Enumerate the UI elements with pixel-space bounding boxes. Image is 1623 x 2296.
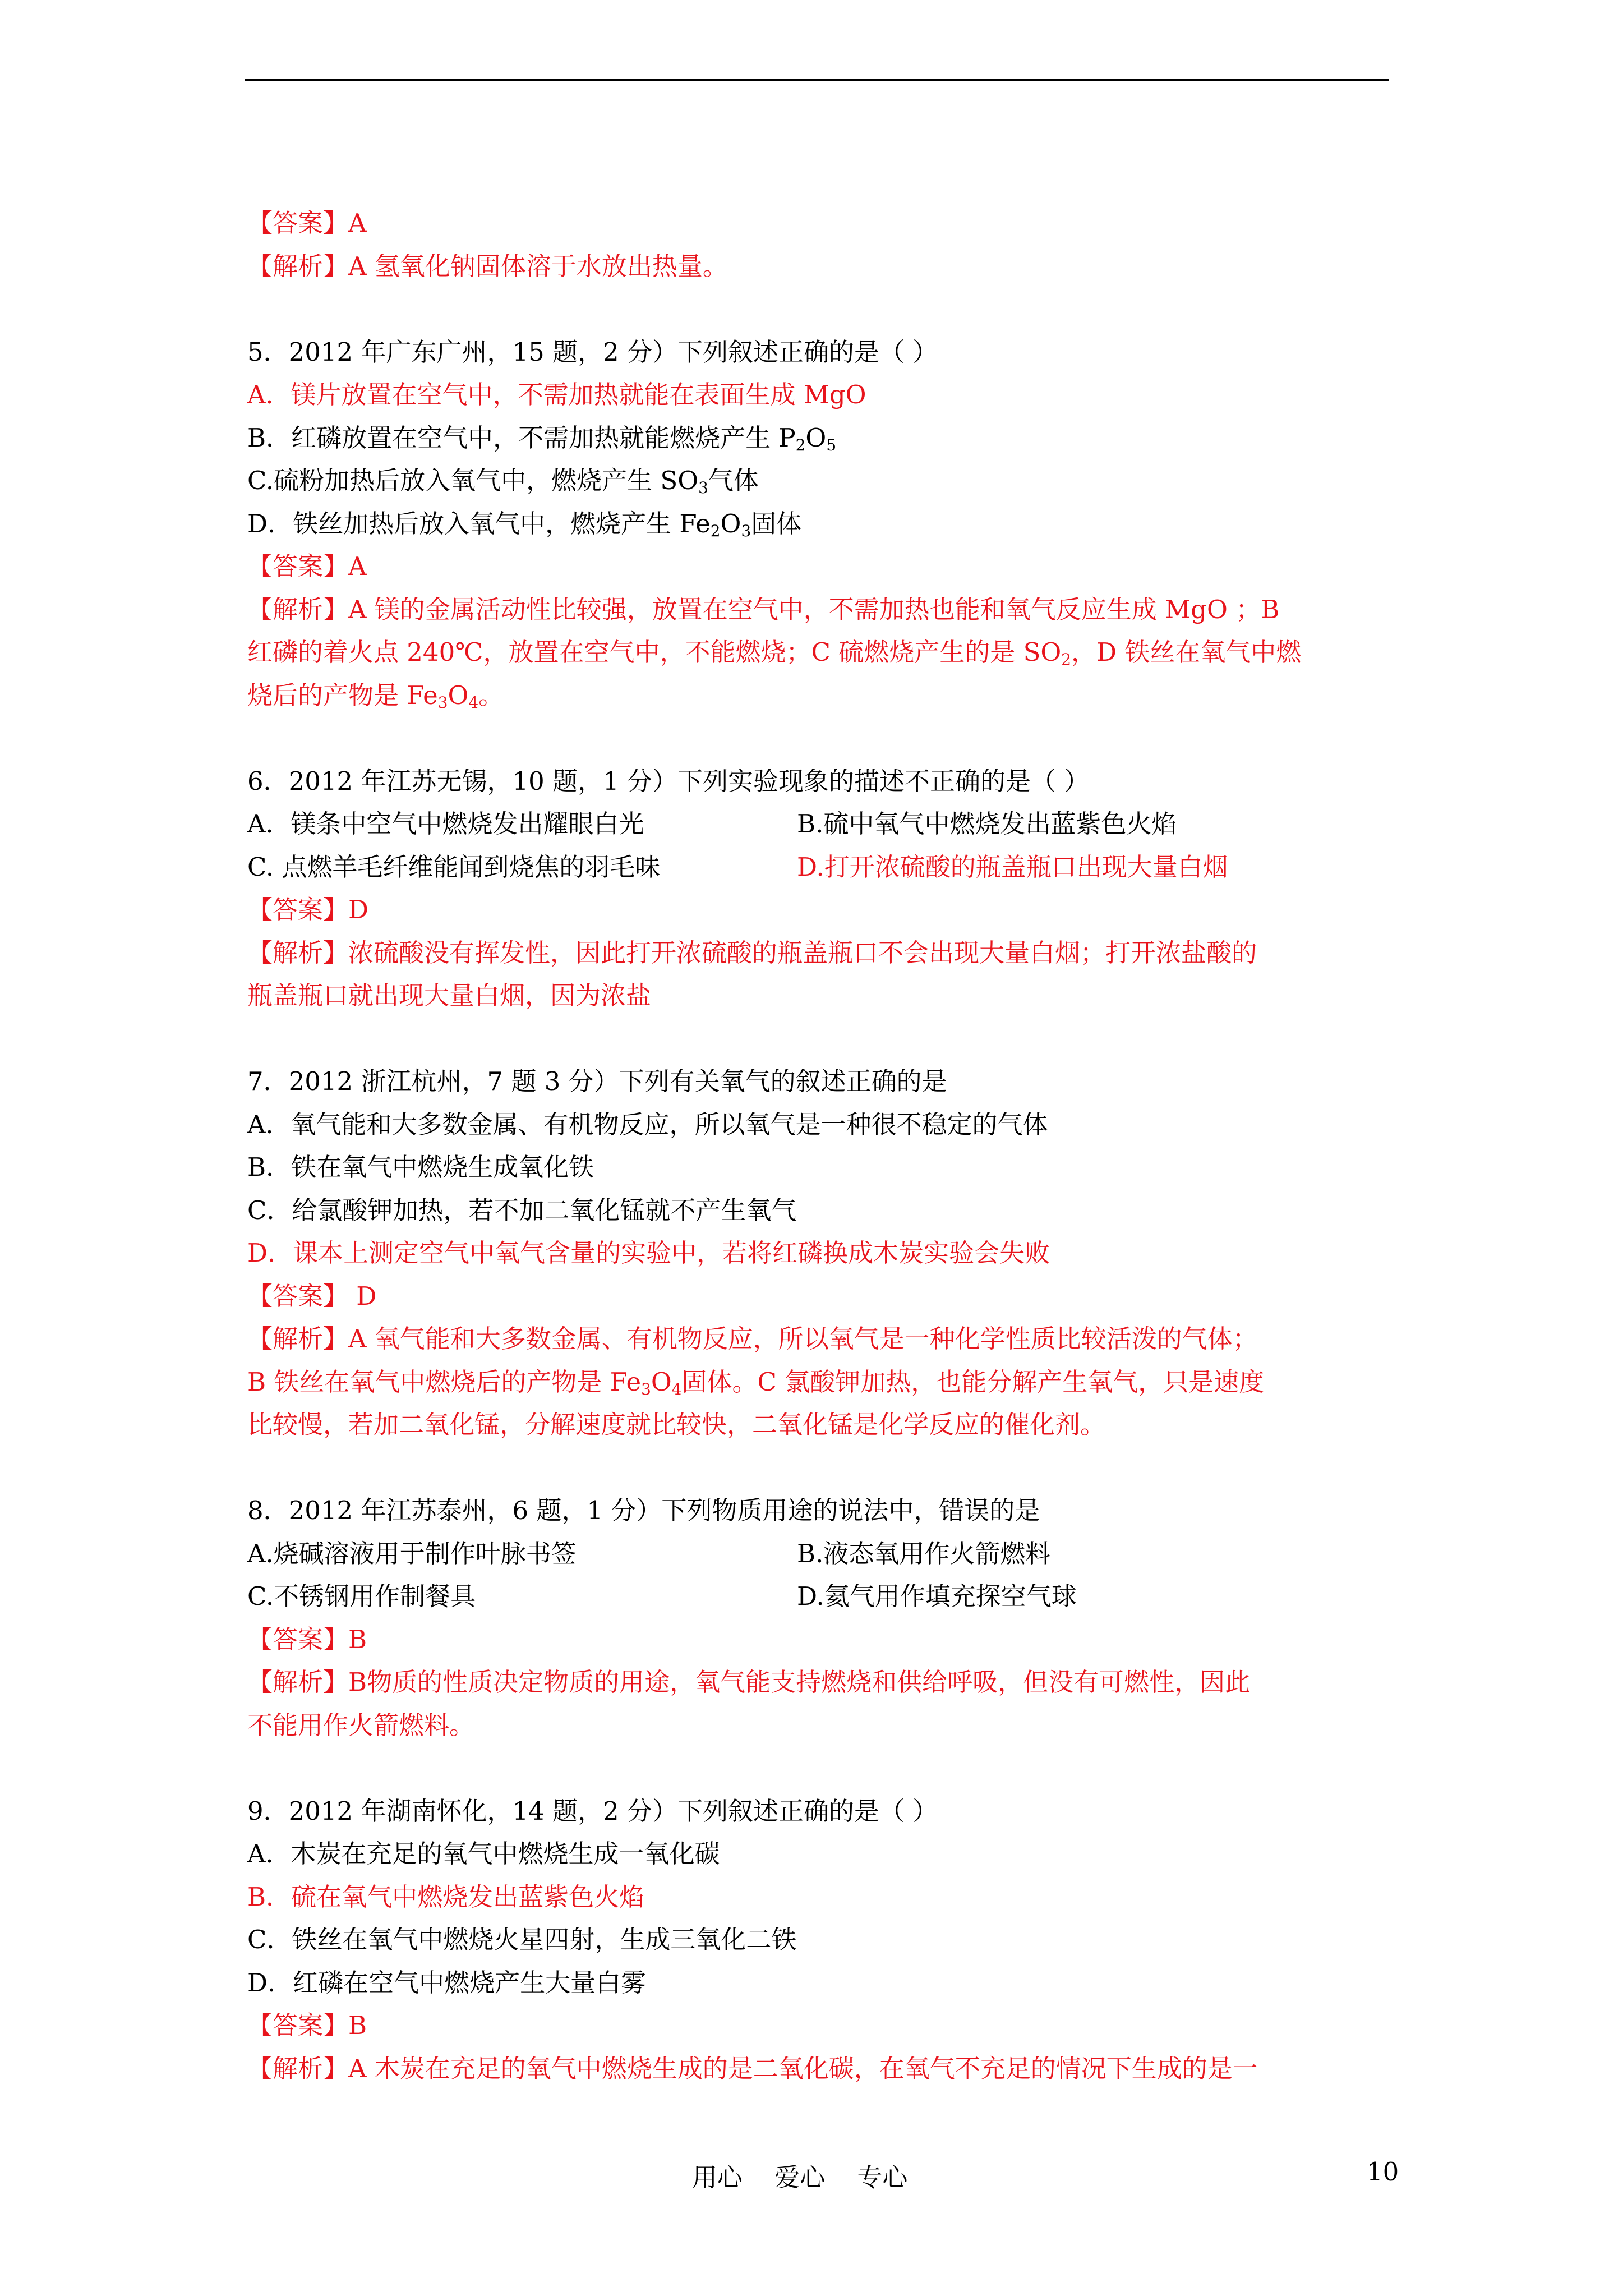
option-d: D．铁丝加热后放入氧气中，燃烧产生 $Fe_2O_3$固体: [247, 508, 802, 540]
answer-line: 【答案】A: [247, 551, 367, 581]
analysis-line: 红磷的着火点 240℃，放置在空气中，不能燃烧；C 硫燃烧产生的是 $SO_2$，D 铁丝在氧气中燃: [247, 637, 1302, 669]
option-a: A．镁条中空气中燃烧发出耀眼白光: [247, 809, 644, 839]
option-d: D．红磷在空气中燃烧产生大量白雾: [247, 1967, 647, 1998]
analysis-line: 【解析】A 镁的金属活动性比较强，放置在空气中，不需加热也能和氧气反应生成 MgO ；B: [247, 594, 1280, 624]
analysis-line: 【解析】浓硫酸没有挥发性，因此打开浓硫酸的瓶盖瓶口不会出现大量白烟；打开浓盐酸的: [247, 937, 1257, 968]
answer-line: 【答案】B: [247, 1624, 367, 1654]
option-c: C.硫粉加热后放入氧气中，燃烧产生 $SO_3$气体: [247, 466, 759, 497]
answer-line: 【答案】A: [247, 208, 367, 238]
option-d: D．课本上测定空气中氧气含量的实验中，若将红磷换成木炭实验会失败: [247, 1238, 1050, 1268]
answer-line: 【答案】B: [247, 2010, 367, 2040]
option-b: B．红磷放置在空气中，不需加热就能燃烧产生 $P_2O_5$: [247, 422, 837, 454]
option-row: [247, 803, 1391, 846]
answer-line: 【答案】D: [247, 895, 369, 924]
footer-motto: 用心 爱心 专心: [692, 2162, 908, 2192]
option-c: C．铁丝在氧气中燃烧火星四射，生成三氧化二铁: [247, 1925, 797, 1954]
analysis-line: 【解析】A 氧气能和大多数金属、有机物反应，所以氧气是一种化学性质比较活泼的气体；: [247, 1324, 1258, 1354]
option-a: A．木炭在充足的氧气中燃烧生成一氧化碳: [247, 1839, 720, 1869]
analysis-line: 烧后的产物是 $Fe_3O_4$。: [247, 680, 504, 712]
option-c: C. 点燃羊毛纤维能闻到烧焦的羽毛味: [247, 852, 661, 882]
option-b: B．硫在氧气中燃烧发出蓝紫色火焰: [247, 1881, 645, 1912]
analysis-line: 【解析】B物质的性质决定物质的用途，氧气能支持燃烧和供给呼吸，但没有可燃性，因此: [247, 1667, 1251, 1697]
option-c: C．给氯酸钾加热，若不加二氧化锰就不产生氧气: [247, 1195, 797, 1225]
option-row: [247, 846, 1391, 889]
question-stem: 5．2012 年广东广州，15 题，2 分）下列叙述正确的是（ ）: [247, 337, 938, 367]
option-a: A．镁片放置在空气中，不需加热就能在表面生成 MgO: [247, 380, 866, 409]
header-rule: [245, 79, 1389, 81]
question-stem: 7．2012 浙江杭州，7 题 3 分）下列有关氧气的叙述正确的是: [247, 1066, 947, 1096]
page-content: [247, 202, 1391, 2090]
analysis-line: 【解析】A 木炭在充足的氧气中燃烧生成的是二氧化碳，在氧气不充足的情况下生成的是一: [247, 2053, 1258, 2083]
option-a: A.烧碱溶液用于制作叶脉书签: [247, 1538, 577, 1568]
option-b: B．铁在氧气中燃烧生成氧化铁: [247, 1152, 594, 1182]
analysis-line: 瓶盖瓶口就出现大量白烟，因为浓盐: [247, 981, 652, 1010]
analysis-line: B 铁丝在氧气中燃烧后的产物是 $Fe_3O_4$固体。C 氯酸钾加热，也能分解产生氧气，只是速度: [247, 1366, 1265, 1398]
option-row: [247, 1533, 1391, 1576]
option-d: D.氦气用作填充探空气球: [797, 1581, 1077, 1611]
answer-line: 【答案】 D: [247, 1281, 377, 1311]
page-number: 10: [1367, 2157, 1399, 2187]
option-d: D.打开浓硫酸的瓶盖瓶口出现大量白烟: [797, 852, 1228, 882]
option-row: [247, 1575, 1391, 1618]
question-stem: 8．2012 年江苏泰州，6 题，1 分）下列物质用途的说法中，错误的是: [247, 1496, 1040, 1525]
analysis-line: 不能用作火箭燃料。: [247, 1710, 475, 1740]
question-stem: 9．2012 年湖南怀化，14 题，2 分）下列叙述正确的是（ ）: [247, 1796, 938, 1826]
option-a: A．氧气能和大多数金属、有机物反应，所以氧气是一种很不稳定的气体: [247, 1109, 1048, 1139]
option-b: B.液态氧用作火箭燃料: [797, 1538, 1051, 1568]
question-stem: 6．2012 年江苏无锡，10 题，1 分）下列实验现象的描述不正确的是（ ）: [247, 766, 1090, 796]
option-b: B.硫中氧气中燃烧发出蓝紫色火焰: [797, 809, 1177, 839]
option-c: C.不锈钢用作制餐具: [247, 1581, 476, 1611]
analysis-line: 【解析】A 氢氧化钠固体溶于水放出热量。: [247, 251, 728, 281]
analysis-line: 比较慢，若加二氧化锰，分解速度就比较快，二氧化锰是化学反应的催化剂。: [247, 1410, 1106, 1439]
